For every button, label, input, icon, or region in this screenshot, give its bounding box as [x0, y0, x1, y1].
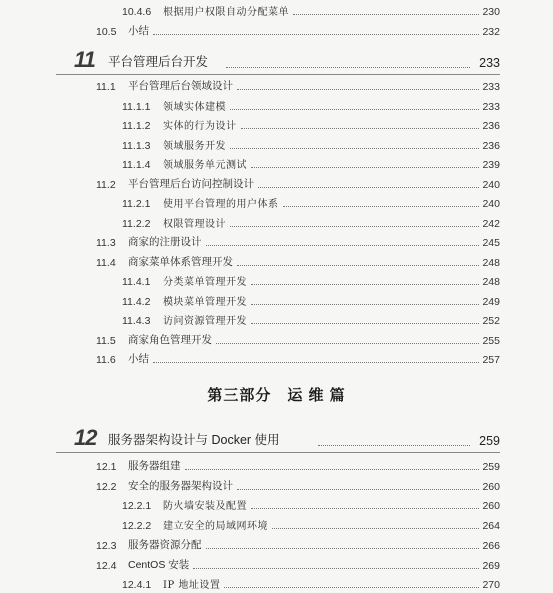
leader-dots — [153, 33, 479, 35]
leader-dots — [251, 322, 479, 324]
leader-dots — [293, 13, 479, 15]
toc-entry[interactable] — [96, 24, 500, 38]
toc-entry[interactable] — [122, 157, 500, 171]
leader-dots — [251, 507, 479, 509]
toc-entry[interactable] — [122, 274, 500, 288]
toc-entry-title: 平台管理后台访问控制设计 — [128, 177, 254, 190]
toc-entry[interactable] — [122, 216, 500, 230]
toc-entry-title: 服务器资源分配 — [128, 538, 202, 551]
toc-entry-page: 242 — [482, 217, 500, 230]
leader-dots — [153, 361, 479, 363]
toc-entry-page: 260 — [482, 480, 500, 493]
toc-entry-title: 商家角色管理开发 — [128, 333, 212, 346]
chapter-12-leader-dots — [318, 445, 470, 446]
leader-dots — [224, 586, 479, 588]
toc-entry-title: 小结 — [128, 25, 149, 37]
leader-dots — [251, 283, 479, 285]
toc-entry[interactable] — [96, 79, 500, 93]
chapter-12-heading[interactable] — [56, 426, 500, 453]
leader-dots — [251, 166, 479, 168]
toc-entry-title: 商家的注册设计 — [128, 236, 202, 248]
chapter-11-title: 平台管理后台开发 — [108, 55, 209, 69]
chapter-11-heading[interactable] — [56, 48, 500, 75]
toc-entry-number: 11.4.1 — [122, 276, 151, 288]
toc-entry-number: 11.4.2 — [122, 295, 151, 308]
toc-entry-number: 11.1.4 — [122, 159, 151, 171]
toc-entry-number: 12.4 — [96, 559, 117, 572]
leader-dots — [241, 127, 480, 129]
toc-entry[interactable] — [96, 333, 500, 347]
toc-entry-title: 防火墙安装及配置 — [163, 501, 247, 513]
chapter-11-leader-dots — [226, 67, 470, 68]
toc-entry[interactable] — [122, 118, 500, 132]
toc-entry[interactable] — [122, 577, 500, 591]
leader-dots — [237, 264, 479, 266]
toc-entry-title: IP 地址设置 — [163, 580, 221, 592]
toc-entry[interactable] — [96, 558, 500, 572]
toc-entry-number: 12.2.2 — [122, 520, 152, 533]
leader-dots — [251, 303, 479, 305]
toc-entry[interactable] — [122, 196, 500, 210]
toc-entry-page: 264 — [482, 520, 500, 533]
toc-entry[interactable] — [122, 138, 500, 152]
part-3-title: 第三部分 运 维 篇 — [207, 387, 346, 404]
toc-entry-title: 实体的行为设计 — [163, 121, 237, 132]
toc-entry-page: 269 — [482, 559, 500, 572]
toc-entry-number: 11.1.3 — [122, 139, 151, 152]
toc-entry-page: 236 — [482, 139, 500, 152]
toc-entry-title: 分类菜单管理开发 — [163, 277, 247, 288]
toc-entry-title: CentOS 安装 — [128, 558, 190, 571]
toc-entry-page: 232 — [482, 26, 500, 38]
toc-entry-number: 12.3 — [96, 539, 117, 552]
leader-dots — [230, 225, 479, 227]
toc-entry-page: 255 — [482, 334, 500, 347]
toc-entry-number: 11.4.3 — [122, 315, 151, 327]
toc-entry[interactable] — [122, 99, 500, 113]
toc-entry-page: 240 — [482, 178, 500, 191]
toc-entry-number: 11.3 — [96, 237, 116, 249]
leader-dots — [230, 108, 479, 110]
toc-entry[interactable] — [96, 538, 500, 552]
toc-entry-number: 12.1 — [96, 461, 117, 473]
chapter-11-number: 11 — [74, 47, 95, 72]
toc-entry-page: 252 — [482, 315, 500, 327]
toc-entry-page: 240 — [482, 198, 500, 210]
toc-entry[interactable] — [122, 498, 500, 512]
chapter-12-title: 服务器架构设计与 Docker 使用 — [108, 433, 280, 447]
leader-dots — [230, 147, 479, 149]
toc-entry[interactable] — [96, 177, 500, 191]
leader-dots — [258, 186, 479, 188]
toc-entry[interactable] — [96, 479, 500, 493]
toc-entry-number: 11.5 — [96, 334, 116, 347]
toc-entry-title: 使用平台管理的用户体系 — [163, 199, 279, 210]
toc-entry-number: 11.2.2 — [122, 217, 151, 230]
leader-dots — [237, 488, 479, 490]
toc-entry-page: 248 — [482, 256, 500, 269]
toc-entry-number: 11.2.1 — [122, 198, 151, 210]
toc-entry-page: 233 — [482, 100, 500, 113]
toc-entry-number: 11.2 — [96, 178, 116, 191]
toc-entry-title: 领域服务开发 — [163, 140, 226, 152]
leader-dots — [216, 342, 479, 344]
toc-entry-number: 11.6 — [96, 354, 116, 366]
toc-entry-title: 领域服务单元测试 — [163, 160, 247, 171]
toc-entry-title: 访问资源管理开发 — [163, 316, 247, 327]
chapter-12-page: 259 — [479, 434, 500, 448]
leader-dots — [206, 547, 480, 549]
toc-entry-page: 257 — [482, 354, 500, 366]
chapter-12-number: 12 — [74, 425, 97, 450]
toc-entry-page: 230 — [482, 6, 500, 18]
toc-entry-number: 12.2 — [96, 480, 117, 493]
leader-dots — [206, 244, 480, 246]
toc-entry-page: 239 — [482, 159, 500, 171]
toc-entry-page: 245 — [482, 237, 500, 249]
toc-entry-number: 12.2.1 — [122, 500, 152, 513]
toc-entry-title: 平台管理后台领域设计 — [128, 80, 233, 92]
toc-entry[interactable] — [96, 459, 500, 473]
toc-entry-title: 商家菜单体系管理开发 — [128, 255, 233, 268]
toc-entry-page: 249 — [482, 295, 500, 308]
toc-entry-number: 11.4 — [96, 256, 116, 269]
leader-dots — [193, 567, 479, 569]
toc-entry-number: 10.4.6 — [122, 6, 152, 18]
toc-entry-page: 259 — [482, 461, 500, 473]
toc-entry-page: 236 — [482, 120, 500, 132]
toc-entry-number: 10.5 — [96, 26, 117, 38]
toc-entry-page: 266 — [482, 539, 500, 552]
toc-entry-number: 11.1.1 — [122, 100, 151, 113]
toc-entry[interactable] — [122, 518, 500, 532]
toc-entry-page: 248 — [482, 276, 500, 288]
leader-dots — [185, 468, 480, 470]
toc-entry-page: 260 — [482, 500, 500, 513]
toc-entry-number: 11.1.2 — [122, 120, 151, 132]
toc-entry[interactable] — [122, 294, 500, 308]
toc-entry-title: 安全的服务器架构设计 — [128, 479, 233, 492]
toc-entry[interactable] — [122, 313, 500, 327]
toc-entry-title: 模块菜单管理开发 — [163, 296, 247, 308]
toc-entry-title: 服务器组建 — [128, 460, 181, 472]
toc-entry-number: 12.4.1 — [122, 579, 152, 592]
toc-entry-title: 领域实体建模 — [163, 101, 226, 113]
toc-entry[interactable] — [96, 255, 500, 269]
chapter-11-page: 233 — [479, 56, 500, 70]
toc-entry[interactable] — [122, 4, 500, 18]
toc-entry-title: 建立安全的局域网环境 — [163, 521, 268, 533]
leader-dots — [272, 527, 479, 529]
toc-entry-title: 权限管理设计 — [163, 218, 226, 230]
toc-entry-number: 11.1 — [96, 81, 116, 93]
leader-dots — [283, 205, 480, 207]
toc-entry[interactable] — [96, 235, 500, 249]
toc-entry[interactable] — [96, 352, 500, 366]
toc-entry-title: 小结 — [128, 353, 149, 365]
toc-entry-title: 根据用户权限自动分配菜单 — [163, 7, 289, 18]
leader-dots — [237, 88, 479, 90]
toc-entry-page: 270 — [482, 579, 500, 592]
toc-entry-page: 233 — [482, 81, 500, 93]
